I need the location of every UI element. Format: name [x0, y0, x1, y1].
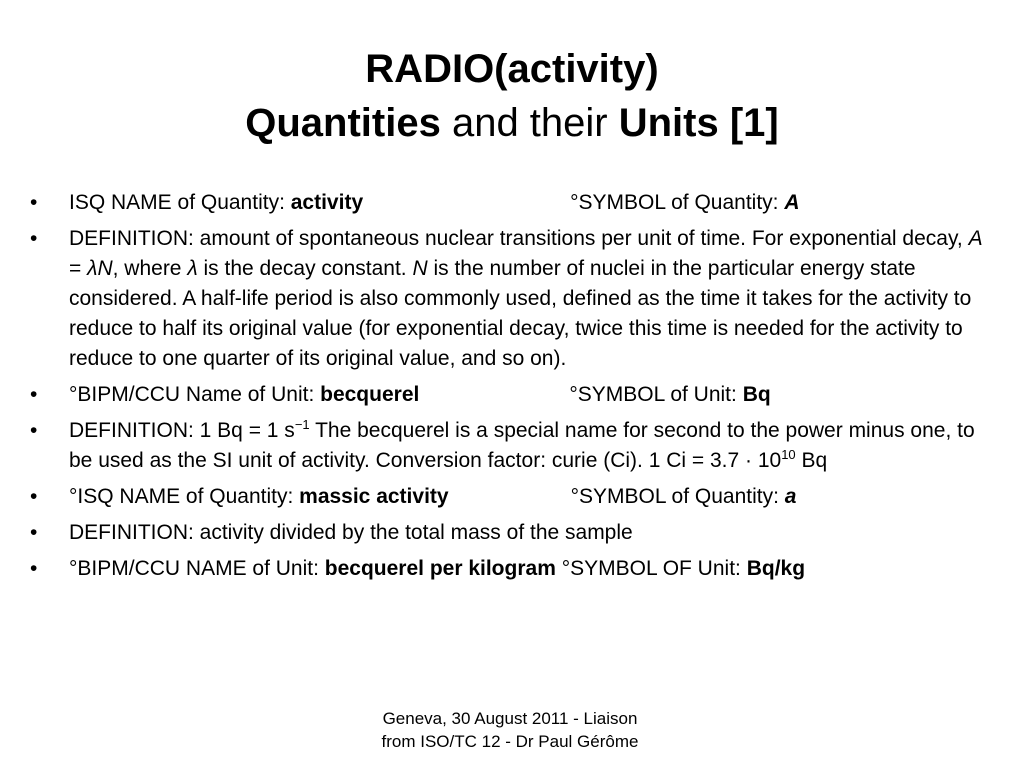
exponent: 10 — [781, 447, 796, 462]
quantity-symbol-label: °SYMBOL of Quantity: — [570, 485, 785, 508]
unit-name-label: °BIPM/CCU NAME of Unit: — [69, 557, 325, 580]
formula-lambda: λ — [187, 257, 198, 280]
formula-lambda-n: λN — [87, 257, 113, 280]
quantity-symbol-value: A — [784, 191, 800, 214]
bullet-dot: • — [30, 419, 38, 442]
definition-text: , where — [112, 257, 188, 280]
quantity-name-value: activity — [290, 191, 364, 214]
bullet-becquerel-definition — [30, 416, 990, 476]
bullet-bipm-becquerel — [30, 380, 990, 410]
bullet-dot: • — [30, 485, 38, 508]
title-connector: and their — [440, 101, 619, 145]
bullet-dot: • — [30, 557, 38, 580]
slide-footer — [340, 707, 680, 753]
quantity-name-value: massic activity — [299, 485, 449, 508]
unit-symbol-label: °SYMBOL OF Unit: — [555, 557, 747, 580]
quantity-name-label: ISQ NAME of Quantity: — [69, 191, 291, 214]
formula-n: N — [412, 257, 428, 280]
slide-title — [0, 42, 1024, 150]
bullet-bipm-bq-per-kg — [30, 554, 990, 584]
bullet-list — [30, 188, 990, 590]
unit-symbol-label: °SYMBOL of Unit: — [569, 383, 743, 406]
bullet-isq-massic-activity — [30, 482, 990, 512]
bullet-activity-definition — [30, 224, 990, 374]
bullet-dot: • — [30, 521, 38, 544]
unit-name-label: °BIPM/CCU Name of Unit: — [69, 383, 321, 406]
quantity-name-label: °ISQ NAME of Quantity: — [69, 485, 300, 508]
unit-name-value: becquerel per kilogram — [324, 557, 556, 580]
definition-text: DEFINITION: amount of spontaneous nuclear transitions per unit of time. For exponential decay, — [69, 227, 969, 250]
bullet-isq-activity — [30, 188, 990, 218]
definition-text: DEFINITION: activity divided by the total mass of the sample — [69, 521, 633, 544]
footer-line-2: from ISO/TC 12 - Dr Paul Gérôme — [381, 732, 639, 751]
quantity-symbol-label: °SYMBOL of Quantity: — [570, 191, 785, 214]
definition-text: = — [69, 257, 88, 280]
quantity-symbol-value: a — [784, 485, 797, 508]
definition-text: The becquerel is a special name for second to the power minus one, to be used as the SI unit of activity. Conversion factor: curie (Ci). 1 Ci = 3.7 · 10 — [69, 419, 975, 472]
bullet-dot: • — [30, 227, 38, 250]
title-line-1: RADIO(activity) — [365, 47, 659, 91]
title-line-2 — [0, 96, 1024, 150]
title-quantities: Quantities — [245, 101, 441, 145]
definition-text: is the number of nuclei in the particular energy state considered. A half-life period is also commonly used, defined as the time it takes for the activity to reduce to half its original value (for exponential decay, twice this time is needed for the activity to reduce to one quarter of its original value, and so on). — [69, 257, 972, 370]
exponent: −1 — [294, 417, 310, 432]
footer-line-1: Geneva, 30 August 2011 - Liaison — [382, 709, 638, 728]
bullet-dot: • — [30, 383, 38, 406]
definition-text: Bq — [795, 449, 828, 472]
bullet-massic-definition — [30, 518, 990, 548]
formula-a: A — [968, 227, 983, 250]
unit-symbol-value: Bq — [742, 383, 771, 406]
title-units: Units [1] — [618, 101, 779, 145]
bullet-dot: • — [30, 191, 38, 214]
unit-name-value: becquerel — [320, 383, 420, 406]
definition-text: is the decay constant. — [197, 257, 413, 280]
definition-text: DEFINITION: 1 Bq = 1 s — [69, 419, 295, 442]
unit-symbol-value: Bq/kg — [746, 557, 806, 580]
